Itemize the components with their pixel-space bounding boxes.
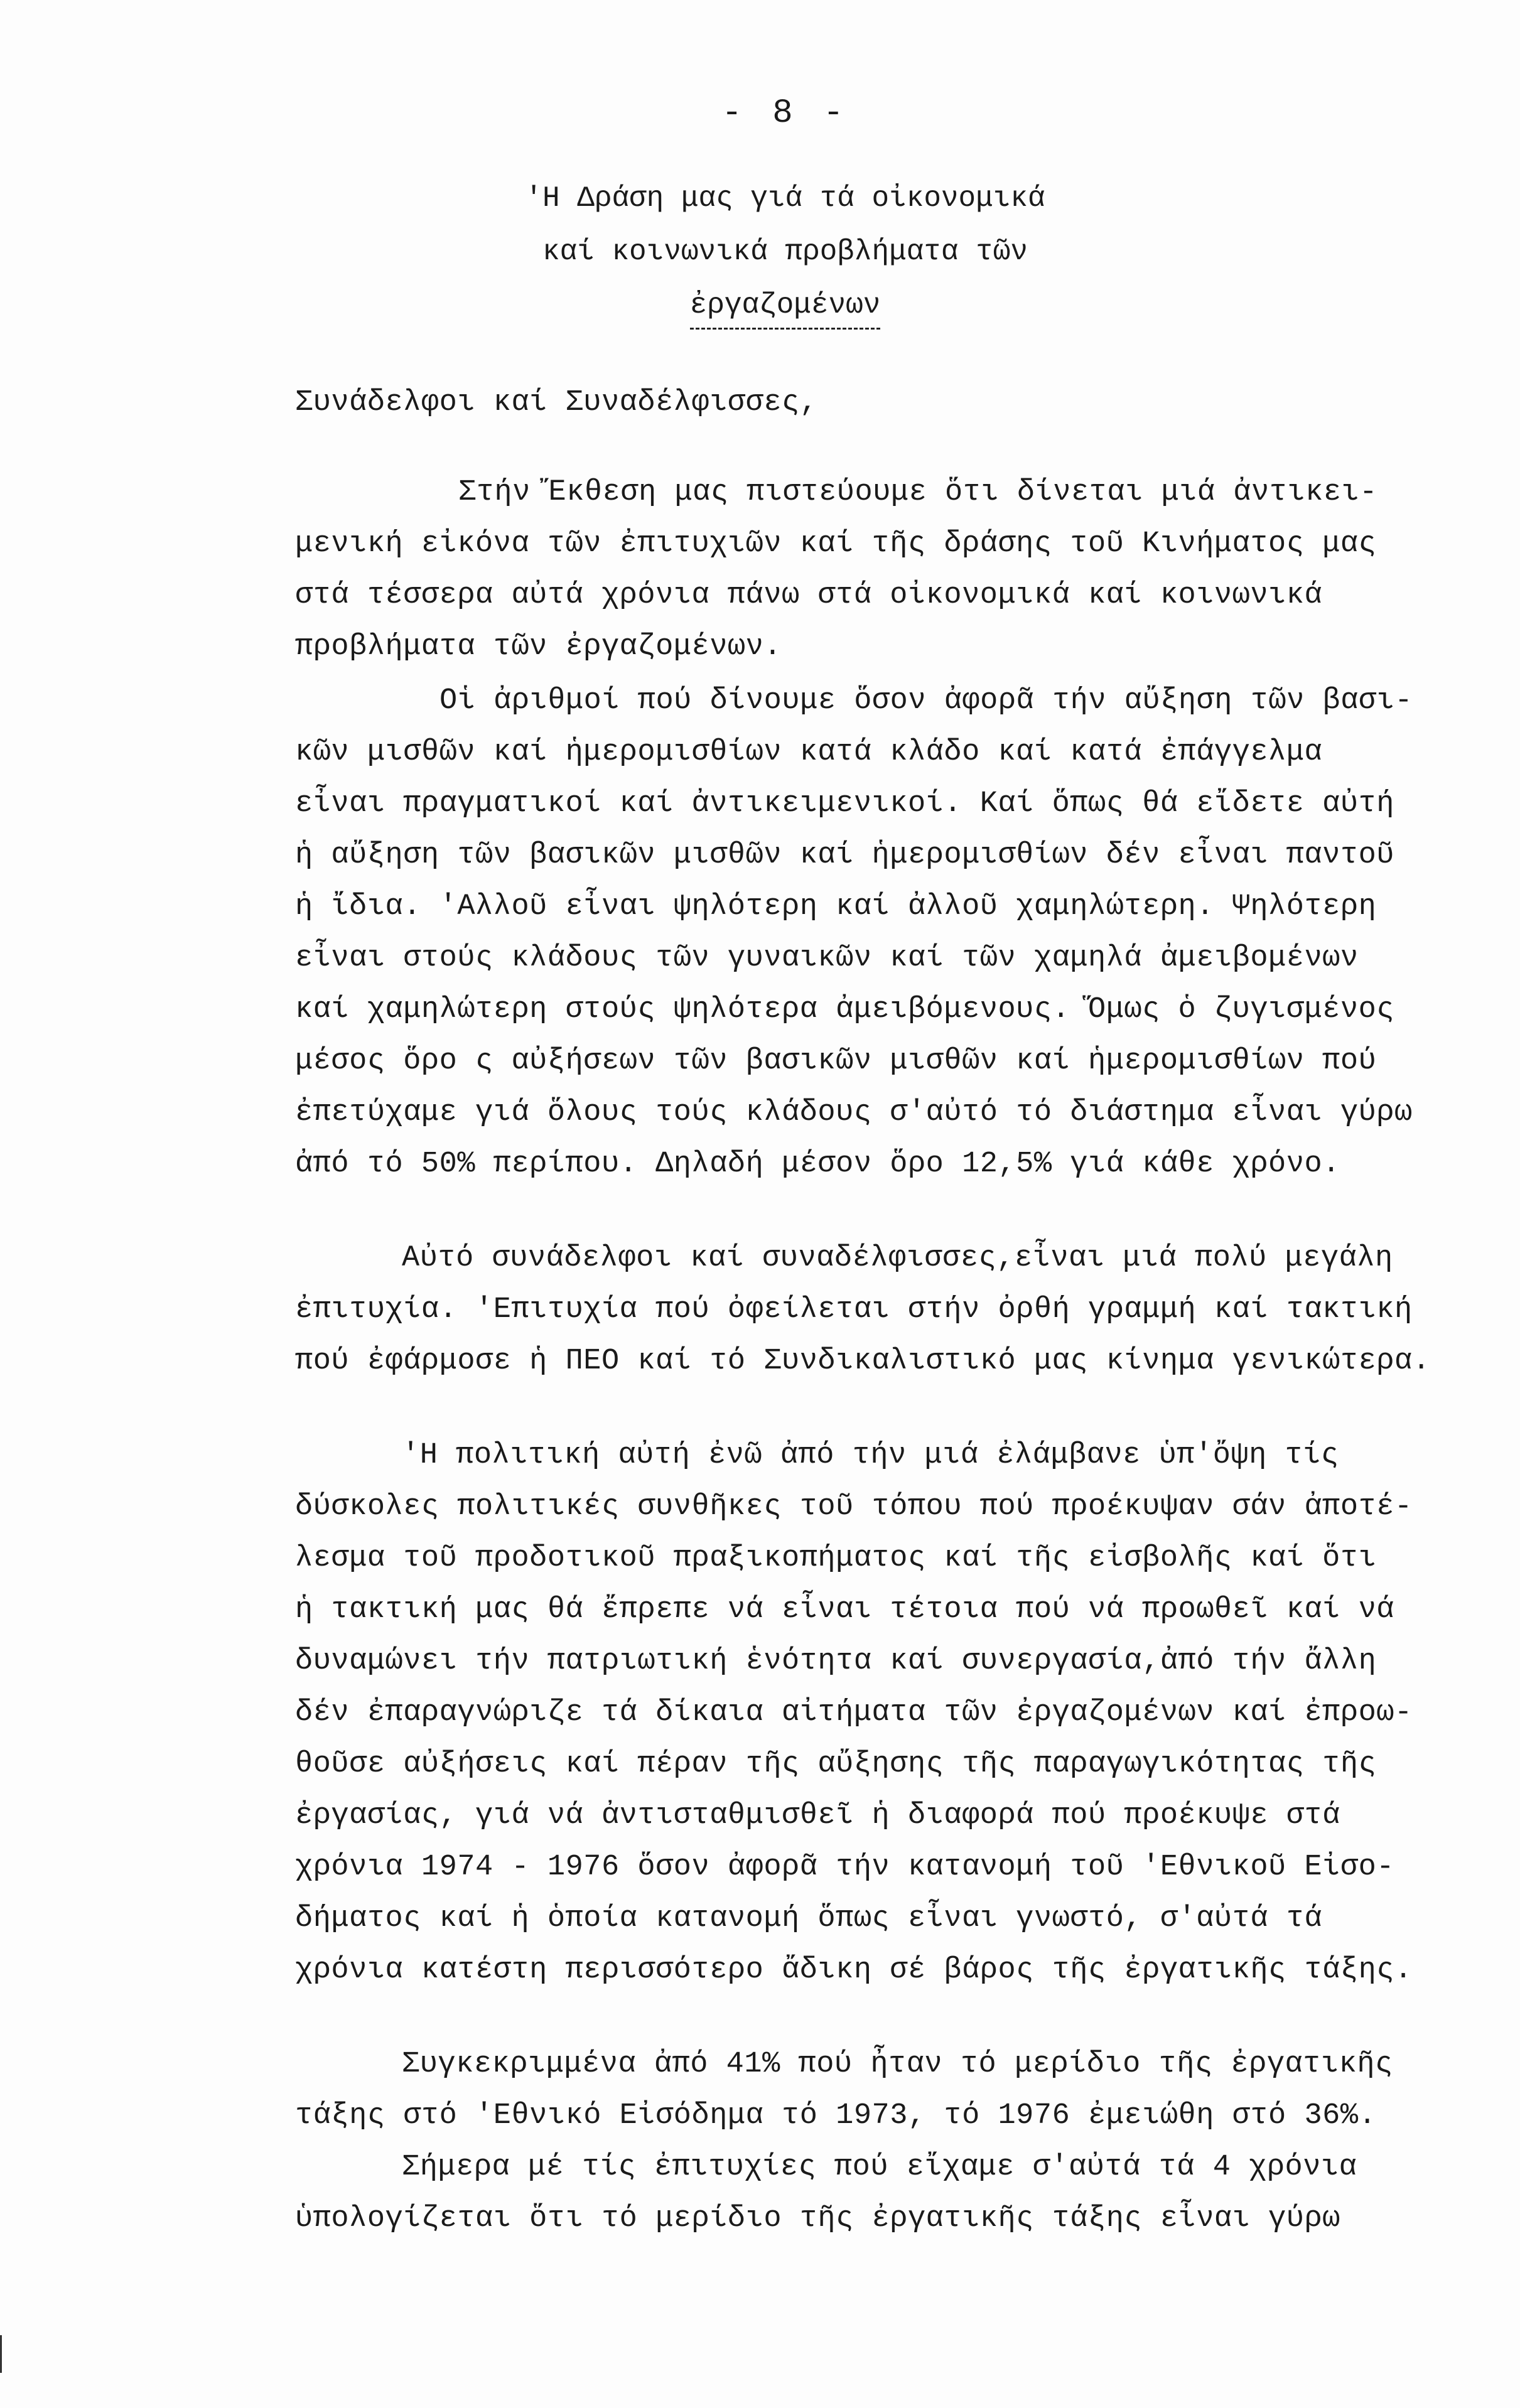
- body-line: κῶν μισθῶν καί ἡμερομισθίων κατά κλάδο καί κατά ἐπάγγελμα: [295, 736, 1323, 769]
- body-line: δυναμώνει τήν πατριωτική ἑνότητα καί συνεργασία,ἀπό τήν ἄλλη: [295, 1645, 1377, 1678]
- body-line: χρόνια κατέστη περισσότερο ἄδικη σέ βάρος τῆς ἐργατικῆς τάξης.: [295, 1954, 1413, 1987]
- body-line: ἐργασίας, γιά νά ἀντισταθμισθεῖ ἡ διαφορά πού προέκυψε στά: [295, 1799, 1340, 1832]
- body-line: μενική εἰκόνα τῶν ἐπιτυχιῶν καί τῆς δράσης τοῦ Κινήματος μας: [295, 527, 1377, 561]
- section-heading-line-3: [0, 289, 1520, 330]
- body-line: προβλήματα τῶν ἐργαζομένων.: [295, 630, 782, 664]
- body-line: καί χαμηλώτερη στούς ψηλότερα ἀμειβόμενους. Ὅμως ὁ ζυγισμένος: [295, 993, 1394, 1026]
- body-line: πού ἐφάρμοσε ἡ ΠΕΟ καί τό Συνδικαλιστικό μας κίνημα γενικώτερα.: [295, 1345, 1431, 1378]
- section-heading-underlined-word: ἐργαζομένων: [690, 289, 881, 330]
- body-line: ἐπιτυχία. 'Επιτυχία πού ὀφείλεται στήν ὀρθή γραμμή καί τακτική: [295, 1293, 1413, 1326]
- body-line: τάξης στό 'Εθνικό Εἰσόδημα τό 1973, τό 1976 ἐμειώθη στό 36%.: [295, 2099, 1377, 2132]
- body-line: χρόνια 1974 - 1976 ὅσον ἀφορᾶ τήν κατανομή τοῦ 'Εθνικοῦ Εἰσο-: [295, 1851, 1394, 1884]
- body-line: Οἱ ἀριθμοί πού δίνουμε ὅσον ἀφορᾶ τήν αὔξηση τῶν βασι-: [439, 684, 1413, 718]
- scan-margin-mark: [0, 2335, 11, 2373]
- body-line: ὑπολογίζεται ὅτι τό μερίδιο τῆς ἐργατικῆς τάξης εἶναι γύρω: [295, 2202, 1340, 2235]
- body-line: ἐπετύχαμε γιά ὅλους τούς κλάδους σ'αὐτό τό διάστημα εἶναι γύρω: [295, 1096, 1413, 1129]
- body-line: θοῦσε αὐξήσεις καί πέραν τῆς αὔξησης τῆς παραγωγικότητας τῆς: [295, 1748, 1377, 1781]
- body-line: ἡ τακτική μας θά ἔπρεπε νά εἶναι τέτοια πού νά προωθεῖ καί νά: [295, 1593, 1394, 1626]
- body-line: εἶναι πραγματικοί καί ἀντικειμενικοί. Καί ὅπως θά εἴδετε αὐτή: [295, 787, 1394, 820]
- body-line: δέν ἐπαραγνώριζε τά δίκαια αἰτήματα τῶν ἐργαζομένων καί ἐπροω-: [295, 1696, 1413, 1729]
- body-line: Στήν Ἔκθεση μας πιστεύουμε ὅτι δίνεται μιά ἀντικει-: [458, 476, 1377, 509]
- body-line: ἡ ἴδια. 'Αλλοῦ εἶναι ψηλότερη καί ἀλλοῦ χαμηλώτερη. Ψηλότερη: [295, 890, 1377, 923]
- body-line: Αὐτό συνάδελφοι καί συναδέλφισσες,εἶναι μιά πολύ μεγάλη: [402, 1242, 1393, 1275]
- page-number: - 8 -: [721, 94, 849, 132]
- body-line: 'Η πολιτική αὐτή ἐνῶ ἀπό τήν μιά ἐλάμβανε ὑπ'ὄψη τίς: [402, 1439, 1339, 1472]
- body-line: στά τέσσερα αὐτά χρόνια πάνω στά οἰκονομικά καί κοινωνικά: [295, 579, 1323, 612]
- section-heading-line-1: 'Η Δράση μας γιά τά οἰκονομικά: [525, 182, 1045, 215]
- body-line: δήματος καί ἡ ὁποία κατανομή ὅπως εἶναι γνωστό, σ'αὐτά τά: [295, 1902, 1323, 1935]
- body-line: ἡ αὔξηση τῶν βασικῶν μισθῶν καί ἡμερομισθίων δέν εἶναι παντοῦ: [295, 839, 1394, 872]
- body-line: Σήμερα μέ τίς ἐπιτυχίες πού εἴχαμε σ'αὐτά τά 4 χρόνια: [402, 2151, 1357, 2184]
- body-line: δύσκολες πολιτικές συνθῆκες τοῦ τόπου πού προέκυψαν σάν ἀποτέ-: [295, 1490, 1413, 1524]
- section-heading-line-2: καί κοινωνικά προβλήματα τῶν: [542, 235, 1028, 268]
- body-line: λεσμα τοῦ προδοτικοῦ πραξικοπήματος καί τῆς εἰσβολῆς καί ὅτι: [295, 1542, 1377, 1575]
- body-line: ἀπό τό 50% περίπου. Δηλαδή μέσον ὅρο 12,5% γιά κάθε χρόνο.: [295, 1148, 1340, 1181]
- salutation: Συνάδελφοι καί Συναδέλφισσες,: [295, 386, 818, 419]
- body-line: εἶναι στούς κλάδους τῶν γυναικῶν καί τῶν χαμηλά ἀμειβομένων: [295, 942, 1359, 975]
- body-line: μέσος ὅρο ς αὐξήσεων τῶν βασικῶν μισθῶν καί ἡμερομισθίων πού: [295, 1045, 1377, 1078]
- body-line: Συγκεκριμμένα ἀπό 41% πού ἦταν τό μερίδιο τῆς ἐργατικῆς: [402, 2048, 1393, 2081]
